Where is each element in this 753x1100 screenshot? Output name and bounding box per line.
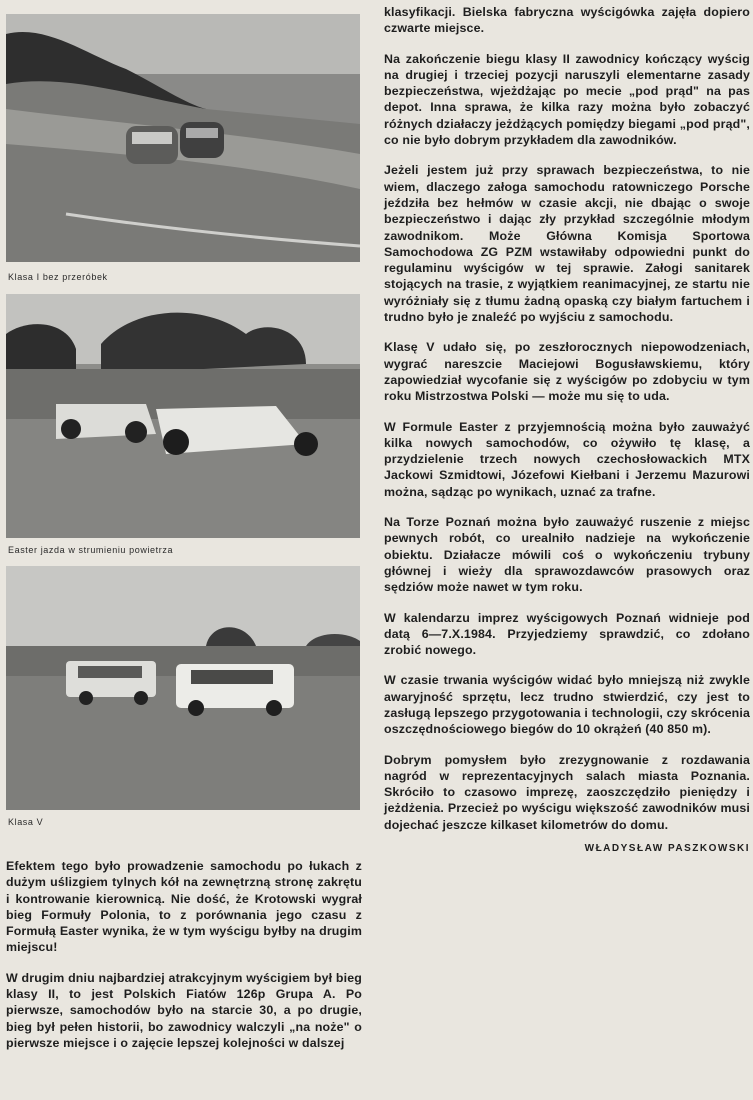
article-paragraph: Na zakończenie biegu klasy II zawodnicy kończący wyścig na drugiej i trzeciej pozycji naruszyli elementarne zasady bezpieczeństwa, wjeżdżając po mecie „pod prąd" na pas depot. Inna sprawa, że kilka razy można było zobaczyć różnych działaczy jeżdżących pomiędzy biegami „pod prąd", co nie było dobrym przykładem dla zawodników.	[384, 51, 750, 148]
article-paragraph: W kalendarzu imprez wyścigowych Poznań widnieje pod datą 6—7.X.1984. Przyjedziemy sprawdzić, co zdołano zrobić nowego.	[384, 610, 750, 658]
article-paragraph: Na Torze Poznań można było zauważyć ruszenie z miejsc pewnych robót, co urealniło nadzieje na wykończenie obiektu. Działacze mówili coś o wykończeniu trybuny głównej i wieży dla sprawozdawców prasowych oraz sędziów może nawet w tym roku.	[384, 515, 750, 595]
article-paragraph: W drugim dniu najbardziej atrakcyjnym wyścigiem był bieg klasy II, to jest Polskich Fiatów 126p Grupa A. Po pierwsze, samochodów było na starcie 30, a po drugie, bieg był pełen historii, bo zawodnicy walczyli „na noże" o pierwsze miejsce i o zajęcie lepszej kolejności w dalszej	[6, 970, 362, 1050]
left-text-column	[6, 858, 362, 1065]
photo-caption-3: Klasa V	[8, 817, 44, 827]
photo-formula-easter-cars	[6, 294, 360, 538]
article-paragraph: Jeżeli jestem już przy sprawach bezpieczeństwa, to nie wiem, dlaczego załoga samochodu ratowniczego Porsche jeździła bez hełmów w czasie akcji, nie dbając o swoje bezpieczeństwo i dając zły przykład szczególnie młodym zawodnikom. Może Główna Komisja Sportowa Samochodowa ZG PZM wstawiłaby odpowiedni punkt do regulaminu wyścigów w tej sprawie. Załogi sanitarek stojących na trasie, z wyjątkiem reanimacyjnej, ze startu nie wyróżniały się z tłumu żadną opaską czy białym fartuchem i trudno było je znaleźć po wyjściu z samochodu.	[384, 163, 750, 325]
article-paragraph: Dobrym pomysłem było zrezygnowanie z rozdawania nagród w reprezentacyjnych salach miasta Poznania. Skróciło to czasowo imprezę, zaoszczędziło pieniędzy i jeżdżenia. Przecież po wyścigu większość zawodników musi dojechać jeszcze kilkaset kilometrów do domu.	[384, 752, 750, 832]
author-byline: WŁADYSŁAW PASZKOWSKI	[584, 843, 750, 855]
article-paragraph: Efektem tego było prowadzenie samochodu po łukach z dużym uślizgiem tylnych kół na zewnętrzną stronę zakrętu i kontrowanie kierownicą. Nie dość, że Krotowski wygrał bieg Formuły Polonia, to z porównania jego czasu z Formułą Easter wynika, że w tym wyścigu byłby na drugim miejscu!	[6, 859, 362, 955]
article-paragraph: W czasie trwania wyścigów widać było mniejszą niż zwykle awaryjność sprzętu, lecz trudno stwierdzić, czy jest to zasługą lepszego przygotowania i technologii, czy skrócenia oszczędnościowego biegów do 10 okrążeń (40 850 m).	[384, 673, 750, 737]
photo-class-five-cars	[6, 566, 360, 810]
right-text-column	[384, 4, 750, 854]
photo-caption-1: Klasa I bez przeróbek	[8, 272, 108, 282]
article-paragraph: Klasę V udało się, po zeszłorocznych niepowodzeniach, wygrać nareszcie Maciejowi Bogusławskiemu, który zapowiedział wycofanie się z wyścigów po zdobyciu w tym roku Mistrzostwa Polski — może mu się to uda.	[384, 340, 750, 404]
article-paragraph: klasyfikacji. Bielska fabryczna wyścigówka zajęła dopiero czwarte miejsce.	[384, 5, 750, 36]
photo-class-one-cars	[6, 14, 360, 262]
article-paragraph: W Formule Easter z przyjemnością można było zauważyć kilka nowych samochodów, co ożywiło tę klasę, a przydzielenie trzech nowych czechosłowackich MTX Jackowi Szmidtowi, Józefowi Kiełbani i Jerzemu Mazurowi można, sądząc po wynikach, uznać za trafne.	[384, 419, 750, 499]
photo-caption-2: Easter jazda w strumieniu powietrza	[8, 545, 174, 555]
